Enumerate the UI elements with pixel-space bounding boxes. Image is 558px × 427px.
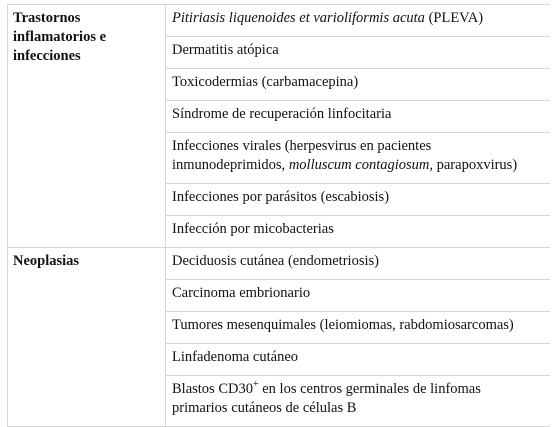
item-cell	[166, 280, 550, 312]
table-row	[8, 248, 550, 280]
item-cell	[166, 216, 550, 248]
superscript-text: +	[252, 379, 259, 391]
item-text: Dermatitis atópica	[172, 42, 279, 58]
item-text: Síndrome de recuperación linfocitaria	[172, 106, 392, 122]
item-cell	[166, 101, 550, 133]
item-text: Infecciones por parásitos (escabiosis)	[172, 189, 390, 205]
item-text: (PLEVA)	[424, 10, 484, 26]
item-text: Carcinoma embrionario	[172, 285, 311, 301]
item-text: Infección por micobacterias	[172, 221, 334, 237]
item-cell	[166, 69, 550, 101]
group-label: Neoplasias	[8, 248, 166, 427]
item-cell	[166, 5, 550, 37]
item-text: Infecciones virales (herpesvirus en pacientes	[172, 138, 432, 154]
item-text: primarios cutáneos de células B	[172, 400, 357, 416]
item-text: Tumores mesenquimales (leiomiomas, rabdomiosarcomas)	[172, 317, 514, 333]
item-text: , parapoxvirus)	[429, 157, 518, 173]
item-cell	[166, 376, 550, 427]
item-cell	[166, 37, 550, 69]
group-label: Trastornos inflamatorios e infecciones	[8, 5, 166, 248]
italic-text: molluscum contagiosum	[288, 157, 430, 173]
table-body	[8, 5, 550, 427]
item-text: Toxicodermias (carbamacepina)	[172, 74, 359, 90]
italic-text: Pitiriasis liquenoides et varioliformis acuta	[172, 10, 425, 26]
item-text: en los centros germinales de linfomas	[258, 381, 481, 397]
item-cell	[166, 133, 550, 184]
differential-table	[7, 4, 550, 427]
item-text: Blastos CD30	[172, 381, 253, 397]
item-cell	[166, 344, 550, 376]
item-text: Deciduosis cutánea (endometriosis)	[172, 253, 379, 269]
table-row	[8, 5, 550, 37]
item-cell	[166, 248, 550, 280]
item-text: inmunodeprimidos,	[172, 157, 289, 173]
item-cell	[166, 312, 550, 344]
item-cell	[166, 184, 550, 216]
item-text: Linfadenoma cutáneo	[172, 349, 299, 365]
